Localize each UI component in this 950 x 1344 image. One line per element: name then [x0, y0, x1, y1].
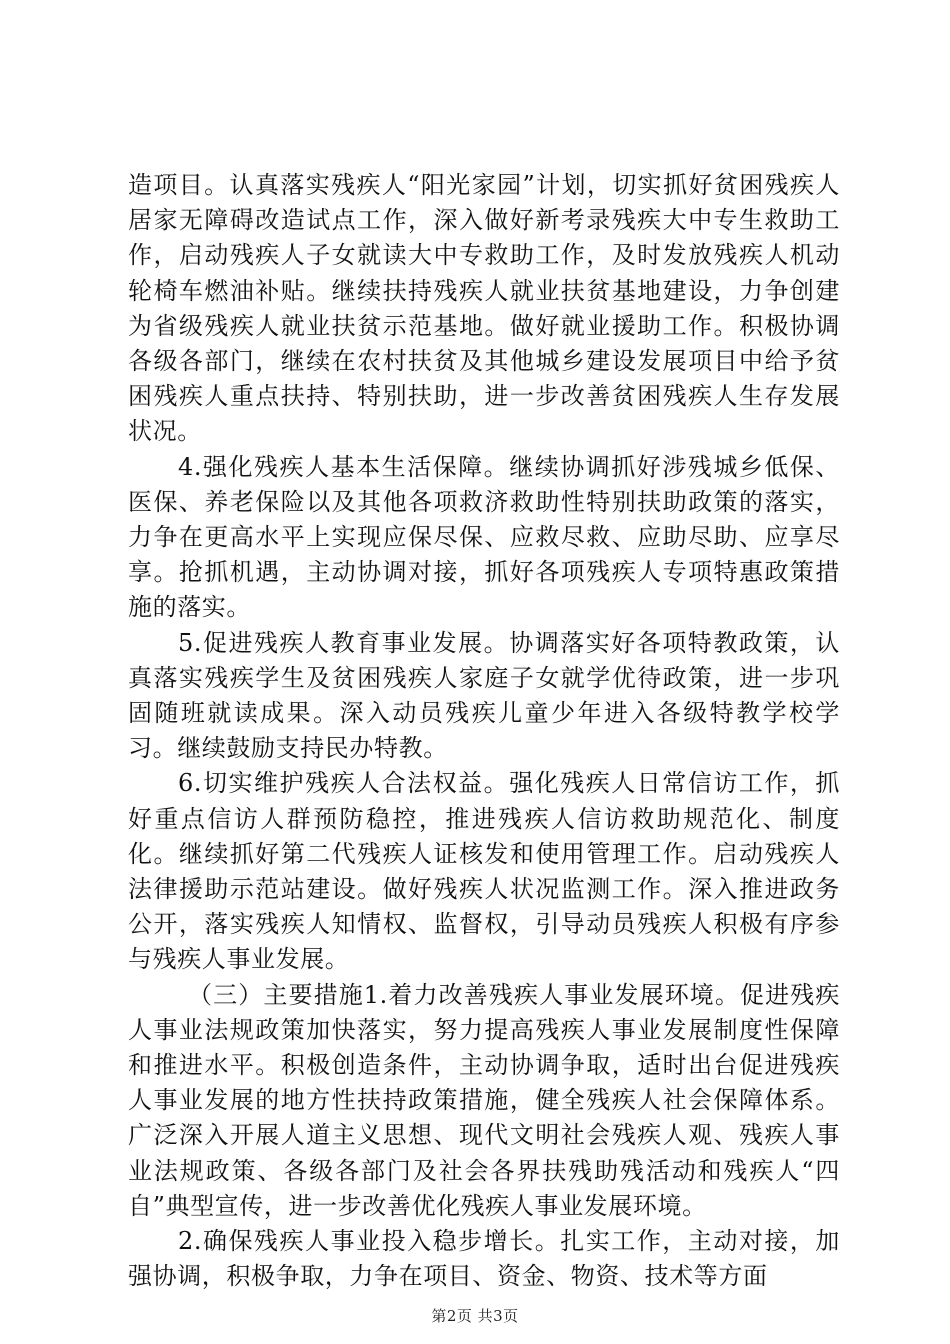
- paragraph-item-4: 4.强化残疾人基本生活保障。继续协调抓好涉残城乡低保、医保、养老保险以及其他各项救济救助性特别扶助政策的落实，力争在更高水平上实现应保尽保、应救尽救、应助尽助、应享尽享。抢抓机遇，主动协调对接，抓好各项残疾人专项特惠政策措施的落实。: [128, 452, 840, 622]
- paragraph-item-6: 6.切实维护残疾人合法权益。强化残疾人日常信访工作，抓好重点信访人群预防稳控，推进残疾人信访救助规范化、制度化。继续抓好第二代残疾人证核发和使用管理工作。启动残疾人法律援助示范站建设。做好残疾人状况监测工作。深入推进政务公开，落实残疾人知情权、监督权，引导动员残疾人积极有序参与残疾人事业发展。: [128, 769, 840, 974]
- document-body: [128, 168, 840, 1295]
- paragraph-item-5: 5.促进残疾人教育事业发展。协调落实好各项特教政策，认真落实残疾学生及贫困残疾人家庭子女就学优待政策，进一步巩固随班就读成果。深入动员残疾儿童少年进入各级特教学校学习。继续鼓励支持民办特教。: [128, 628, 840, 763]
- paragraph-section-3-measures: （三）主要措施1.着力改善残疾人事业发展环境。促进残疾人事业法规政策加快落实，努力提高残疾人事业发展制度性保障和推进水平。积极创造条件，主动协调争取，适时出台促进残疾人事业发展的地方性扶持政策措施，健全残疾人社会保障体系。广泛深入开展人道主义思想、现代文明社会残疾人观、残疾人事业法规政策、各级各部门及社会各界扶残助残活动和残疾人“四自”典型宣传，进一步改善优化残疾人事业发展环境。: [128, 980, 840, 1220]
- page-number-footer: 第2页 共3页: [431, 1307, 519, 1325]
- paragraph-measure-2: 2.确保残疾人事业投入稳步增长。扎实工作，主动对接，加强协调，积极争取，力争在项目、资金、物资、技术等方面: [128, 1227, 840, 1291]
- paragraph-continuation: 造项目。认真落实残疾人“阳光家园”计划，切实抓好贫困残疾人居家无障碍改造试点工作，深入做好新考录残疾大中专生救助工作，启动残疾人子女就读大中专救助工作，及时发放残疾人机动轮椅车燃油补贴。继续扶持残疾人就业扶贫基地建设，力争创建为省级残疾人就业扶贫示范基地。做好就业援助工作。积极协调各级各部门，继续在农村扶贫及其他城乡建设发展项目中给予贫困残疾人重点扶持、特别扶助，进一步改善贫困残疾人生存发展状况。: [128, 171, 840, 446]
